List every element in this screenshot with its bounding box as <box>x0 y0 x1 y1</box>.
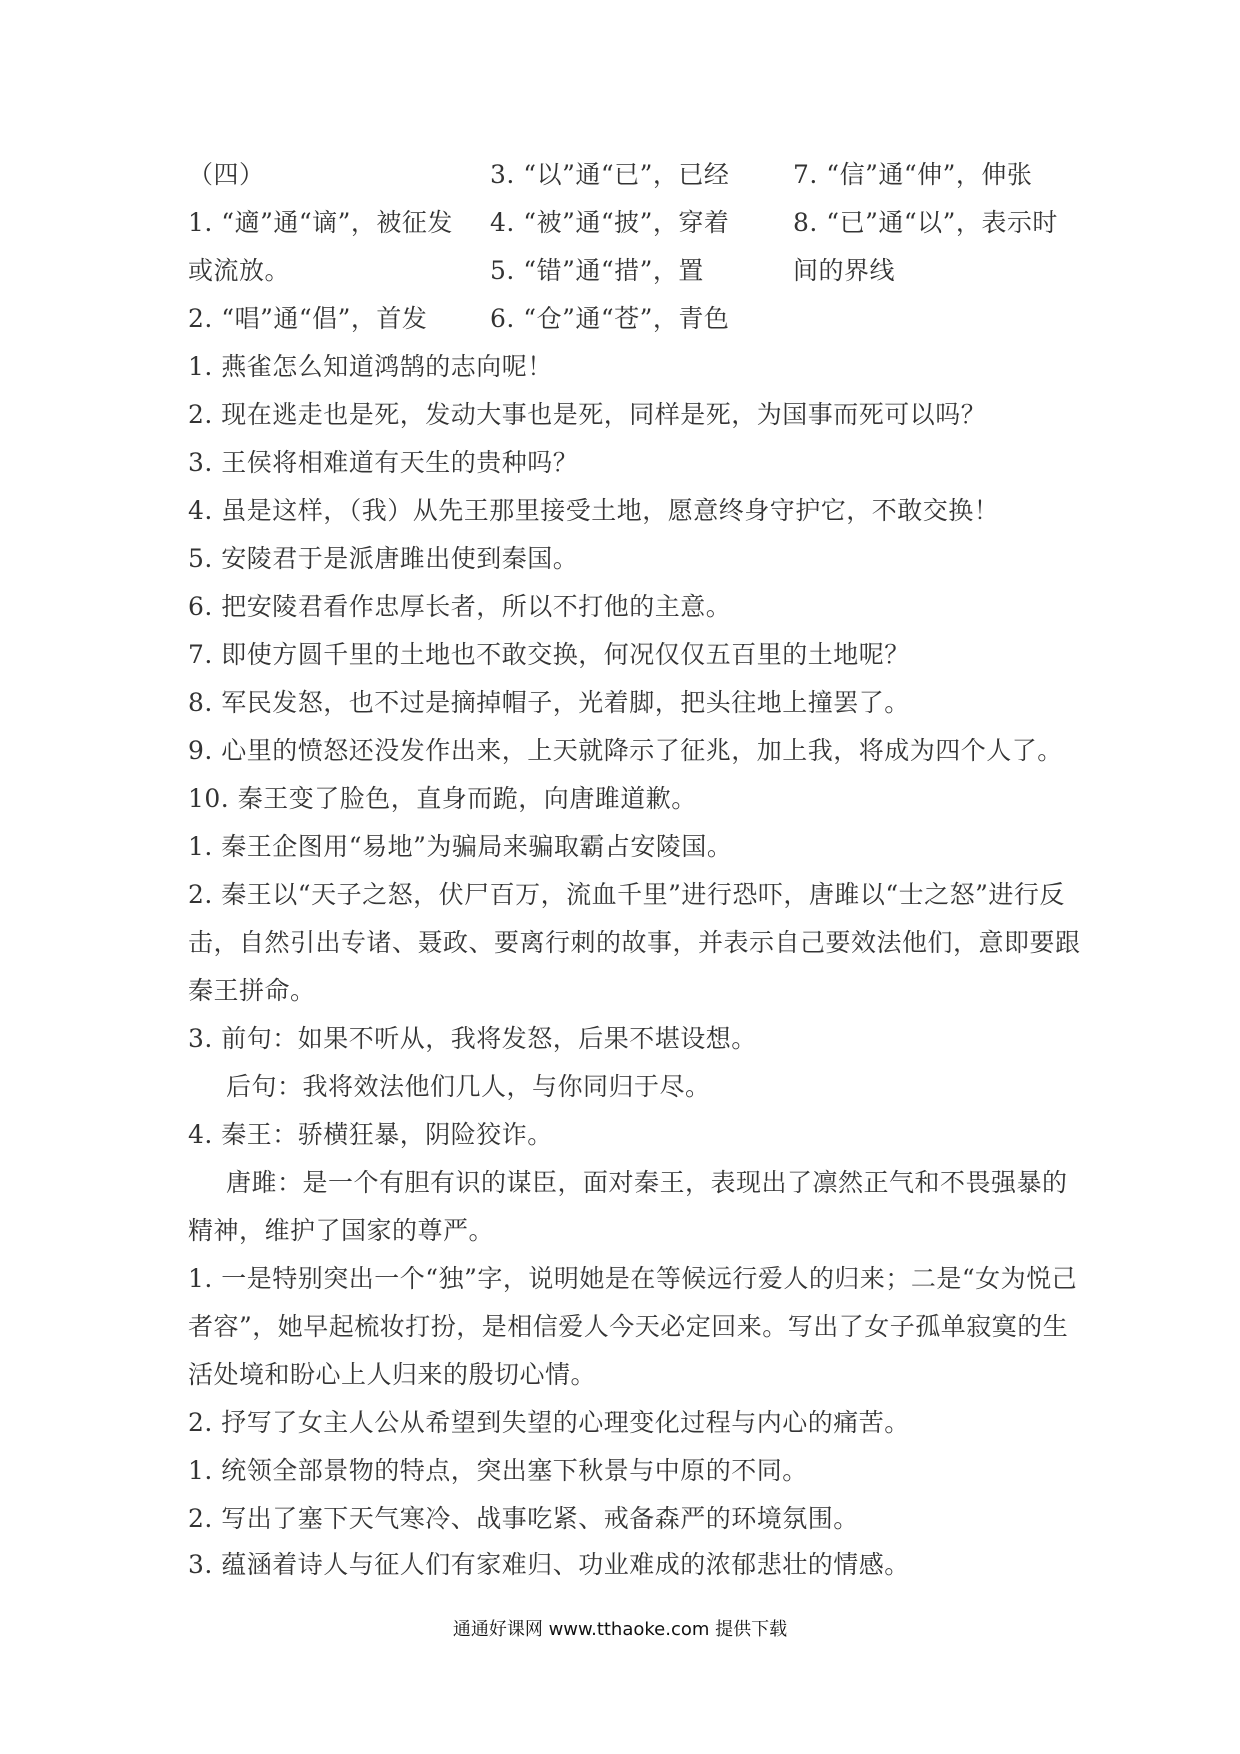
text-line: 5. 安陵君于是派唐雎出使到秦国。 <box>188 544 579 573</box>
text-line: 活处境和盼心上人归来的殷切心情。 <box>188 1360 597 1389</box>
text-line: 6. “仓”通“苍”，青色 <box>490 304 730 333</box>
text-line: 1. 燕雀怎么知道鸿鹄的志向呢！ <box>188 352 553 381</box>
text-line: 或流放。 <box>188 256 291 285</box>
text-line: 2. 写出了塞下天气寒冷、战事吃紧、戒备森严的环境氛围。 <box>188 1504 859 1533</box>
text-line: 后句：我将效法他们几人，与你同归于尽。 <box>226 1072 711 1101</box>
text-line: 精神，维护了国家的尊严。 <box>188 1216 495 1245</box>
text-line: 7. 即使方圆千里的土地也不敢交换，何况仅仅五百里的土地呢？ <box>188 640 910 669</box>
text-line: 5. “错”通“措”，置 <box>490 256 704 285</box>
text-line: 7. “信”通“伸”，伸张 <box>793 160 1033 189</box>
text-line: 1. 一是特别突出一个“独”字，说明她是在等候远行爱人的归来；二是“女为悦己 <box>188 1264 1078 1293</box>
text-line: 2. “唱”通“倡”，首发 <box>188 304 428 333</box>
text-line: 唐雎：是一个有胆有识的谋臣，面对秦王，表现出了凛然正气和不畏强暴的 <box>226 1168 1068 1197</box>
text-line: 者容”，她早起梳妆打扮，是相信爱人今天必定回来。写出了女子孤单寂寞的生 <box>188 1312 1069 1341</box>
text-line: 4. 虽是这样，（我）从先王那里接受土地，愿意终身守护它，不敢交换！ <box>188 496 1000 525</box>
text-line: 3. “以”通“已”，已经 <box>490 160 730 189</box>
text-line: 1. 秦王企图用“易地”为骗局来骗取霸占安陵国。 <box>188 832 733 861</box>
text-line: 间的界线 <box>793 256 896 285</box>
text-line: 6. 把安陵君看作忠厚长者，所以不打他的主意。 <box>188 592 732 621</box>
text-line: 4. 秦王：骄横狂暴，阴险狡诈。 <box>188 1120 553 1149</box>
text-line: 2. 抒写了女主人公从希望到失望的心理变化过程与内心的痛苦。 <box>188 1408 910 1437</box>
text-line: 3. 前句：如果不听从，我将发怒，后果不堪设想。 <box>188 1024 757 1053</box>
text-line: 9. 心里的愤怒还没发作出来，上天就降示了征兆，加上我，将成为四个人了。 <box>188 736 1063 765</box>
text-line: 秦王拼命。 <box>188 976 316 1005</box>
text-line: 1. “適”通“谪”，被征发 <box>188 208 453 237</box>
text-line: 10. 秦王变了脸色，直身而跪，向唐雎道歉。 <box>188 784 697 813</box>
text-line: 2. 现在逃走也是死，发动大事也是死，同样是死，为国事而死可以吗？ <box>188 400 987 429</box>
page-footer: 通通好课网 www.tthaoke.com 提供下载 <box>452 1619 788 1640</box>
text-line: 3. 蕴涵着诗人与征人们有家难归、功业难成的浓郁悲壮的情感。 <box>188 1550 910 1579</box>
section-heading: （四） <box>188 160 265 189</box>
text-line: 3. 王侯将相难道有天生的贵种吗？ <box>188 448 579 477</box>
text-line: 8. 军民发怒，也不过是摘掉帽子，光着脚，把头往地上撞罢了。 <box>188 688 910 717</box>
text-line: 击，自然引出专诸、聂政、要离行刺的故事，并表示自己要效法他们，意即要跟 <box>188 928 1081 957</box>
text-line: 4. “被”通“披”，穿着 <box>490 208 730 237</box>
text-line: 1. 统领全部景物的特点，突出塞下秋景与中原的不同。 <box>188 1456 808 1485</box>
text-line: 8. “已”通“以”，表示时 <box>793 208 1058 237</box>
text-line: 2. 秦王以“天子之怒，伏尸百万，流血千里”进行恐吓，唐雎以“士之怒”进行反 <box>188 880 1065 909</box>
